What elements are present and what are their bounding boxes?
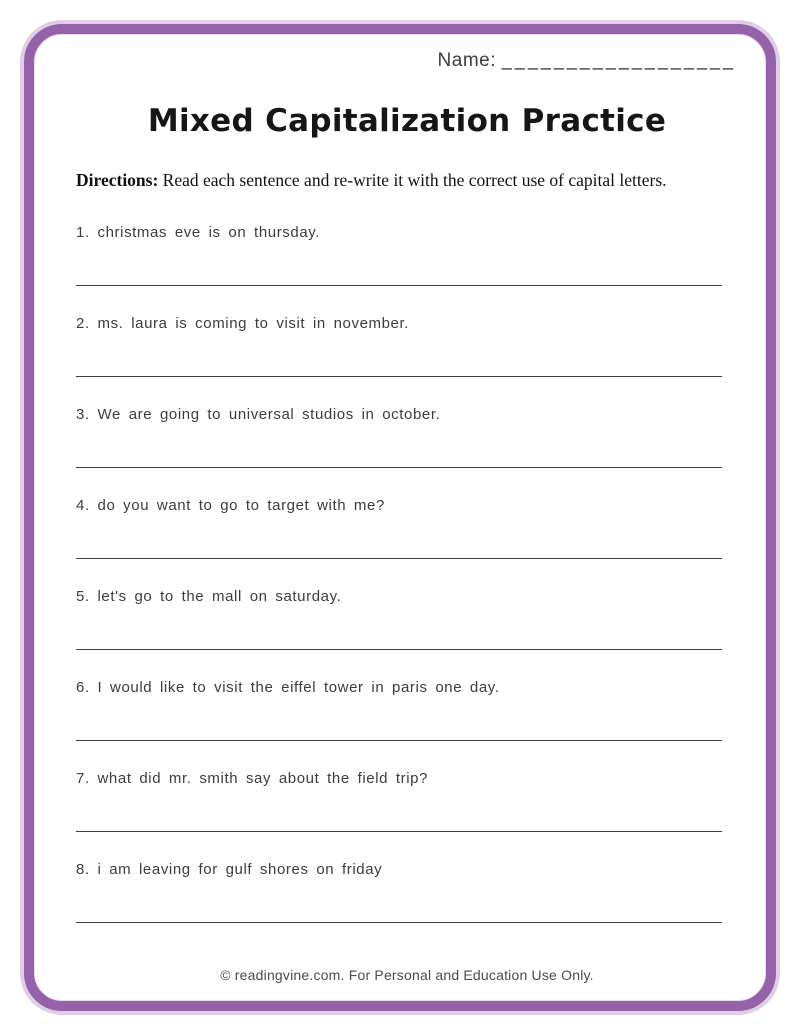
sentence-text: 4. do you want to go to target with me? xyxy=(76,497,385,514)
sentence-text: 5. let's go to the mall on saturday. xyxy=(76,588,342,605)
sentence-item xyxy=(76,222,738,313)
page-title: Mixed Capitalization Practice xyxy=(147,103,667,139)
sentence-number: 3. xyxy=(76,406,90,423)
sentence-text: 3. We are going to universal studios in october. xyxy=(76,406,441,423)
sentence-item xyxy=(76,313,738,404)
answer-blank-line xyxy=(76,922,722,923)
sentence-number: 4. xyxy=(76,497,90,514)
directions xyxy=(76,168,738,192)
answer-blank-line xyxy=(76,467,722,468)
worksheet-content xyxy=(34,34,766,1001)
name-row xyxy=(76,50,738,76)
sentence-number: 7. xyxy=(76,770,90,787)
answer-blank-line xyxy=(76,831,722,832)
sentence-item xyxy=(76,495,738,586)
copyright-footer: © readingvine.com. For Personal and Education Use Only. xyxy=(220,967,594,983)
sentence-item xyxy=(76,859,738,950)
answer-blank-line xyxy=(76,285,722,286)
sentence-number: 8. xyxy=(76,861,90,878)
sentence-list xyxy=(76,222,738,950)
answer-blank-line xyxy=(76,740,722,741)
answer-blank-line xyxy=(76,376,722,377)
sentence-item xyxy=(76,404,738,495)
directions-label: Directions: xyxy=(76,170,159,190)
sentence-text: 7. what did mr. smith say about the field trip? xyxy=(76,770,429,787)
sentence-text: 1. christmas eve is on thursday. xyxy=(76,224,321,241)
name-blank-line: __________________ xyxy=(501,50,736,70)
sentence-number: 6. xyxy=(76,679,90,696)
sentence-number: 1. xyxy=(76,224,90,241)
sentence-text: 8. i am leaving for gulf shores on friday xyxy=(76,861,383,878)
name-label: Name: xyxy=(437,50,497,71)
sentence-text: 2. ms. laura is coming to visit in november. xyxy=(76,315,410,332)
answer-blank-line xyxy=(76,558,722,559)
worksheet-border xyxy=(24,24,776,1011)
directions-text: Read each sentence and re-write it with the correct use of capital letters. xyxy=(158,170,667,190)
sentence-text: 6. I would like to visit the eiffel tower in paris one day. xyxy=(76,679,500,696)
sentence-number: 5. xyxy=(76,588,90,605)
sentence-number: 2. xyxy=(76,315,90,332)
answer-blank-line xyxy=(76,649,722,650)
sentence-item xyxy=(76,586,738,677)
sentence-item xyxy=(76,677,738,768)
sentence-item xyxy=(76,768,738,859)
